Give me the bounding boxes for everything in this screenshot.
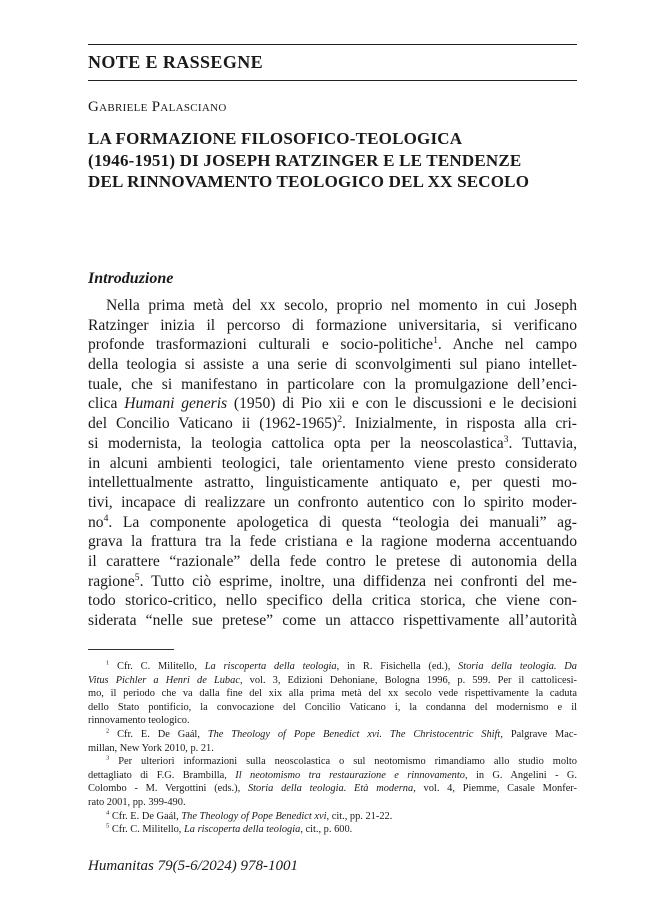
body-line: il carattere “razionale” della fede contro le pretese di autonomia della	[88, 552, 577, 570]
footnote-2: $^2$ Cfr. E. De Gaál, The Theology of Pope Benedict xvi. The Christocentric Shift, Palgrave Mac-	[106, 727, 577, 740]
body-line: Nella prima metà del xx secolo, proprio nel momento in cui Joseph	[106, 297, 577, 314]
body-line: grava la frattura tra la fede cristiana e la ragione moderna accentuando	[88, 533, 577, 551]
body-line: todo storico-critico, nello specifico della critica storica, che viene con-	[88, 592, 577, 610]
footnote-line: Colombo - M. Vergottini (eds.), Storia della teologia. Età moderna, vol. 4, Piemme, Casale Monfer-	[88, 783, 577, 795]
body-line: in alcuni ambienti teologici, tale orientamento viene presto considerato	[88, 454, 577, 472]
article-page	[88, 0, 577, 910]
body-line: della teologia si assiste a una serie di sconvolgimenti sul piano intellet-	[88, 356, 577, 374]
footnote-5: $^5$ Cfr. C. Militello, La riscoperta della teologia, cit., p. 600.	[106, 823, 353, 836]
body-line: $no^4$. La componente apologetica di questa “teologia dei manuali” ag-	[88, 512, 577, 531]
author-name: Gabriele Palasciano	[88, 99, 227, 115]
body-line: ragione$^5$. Tutto ciò esprime, inoltre, una diffidenza nei confronti del me-	[88, 571, 577, 590]
footnote-line: dello Stato pontificio, la convocazione del Concilio Vaticano i, la condanna del modernismo e il	[88, 701, 577, 713]
body-line: si modernista, la teologia cattolica opta per la neoscolastica$^3$. Tuttavia,	[88, 433, 577, 452]
footnote-ref[interactable]: 5	[134, 571, 140, 583]
footnote-separator	[88, 649, 174, 650]
title-line: (1946-1951) DI JOSEPH RATZINGER E LE TENDENZE	[88, 150, 522, 170]
footnote-line: Vitus Pichler a Henri de Lubac, vol. 3, Edizioni Dehoniane, Bologna 1996, p. 599. Per il cattolicesi-	[88, 674, 577, 686]
footnote-ref[interactable]: 2	[337, 414, 343, 425]
journal-citation: Humanitas 79(5-6/2024) 978-1001	[88, 858, 298, 874]
footnote-ref[interactable]: 4	[103, 512, 109, 524]
body-line: profonde trasformazioni culturali e socio-politiche$^1$. Anche nel campo	[88, 335, 577, 354]
body-line: Ratzinger inizia il percorso di formazione universitaria, si verificano	[88, 316, 577, 334]
section-title: NOTE E RASSEGNE	[88, 52, 264, 72]
footnote-3: $^3$ Per ulteriori informazioni sulla neoscolastica o sul neotomismo rimandiamo allo studio molto	[106, 755, 577, 768]
title-line: LA FORMAZIONE FILOSOFICO-TEOLOGICA	[88, 129, 463, 148]
footnote-ref[interactable]: 1	[433, 335, 438, 347]
header-rule-top	[88, 44, 577, 45]
body-line: siderata “nelle sue pretese” come un attacco rispettivamente all’autorità	[88, 612, 577, 629]
footnote-ref[interactable]: 3	[503, 433, 509, 445]
body-line: intellettualmente astratto, linguisticamente antiquato e, per questi mo-	[88, 474, 577, 492]
title-line: DEL RINNOVAMENTO TEOLOGICO DEL XX SECOLO	[88, 172, 530, 191]
footnote-1: $^1$ Cfr. C. Militello, La riscoperta della teologia, in R. Fisichella (ed.), Storia della teologia. Da	[106, 660, 577, 672]
footnote-4: $^4$ Cfr. E. De Gaál, The Theology of Pope Benedict xvi, cit., pp. 21-22.	[106, 809, 393, 822]
body-line: tivi, incapace di realizzare un confronto autentico con lo spirito moder-	[88, 493, 577, 511]
footnote-line: millan, New York 2010, p. 21.	[88, 742, 214, 754]
body-paragraph	[88, 296, 577, 631]
footnote-line: dettagliato di F.G. Brambilla, Il neotomismo tra restaurazione e rinnovamento, in G. Angelini - G.	[88, 769, 577, 781]
footnote-line: rinnovamento teologico.	[88, 715, 190, 727]
body-line: del Concilio Vaticano ii (1962-1965)$^2$. Inizialmente, in risposta alla cri-	[88, 414, 577, 433]
section-heading-introduzione: Introduzione	[88, 270, 174, 287]
body-line: tuale, che si manifestano in particolare con la promulgazione dell’enci-	[88, 375, 577, 393]
body-line: clica Humani generis (1950) di Pio xii e con le discussioni e le decisioni	[88, 395, 577, 413]
article-title	[88, 128, 577, 193]
footnote-line: rato 2001, pp. 399-490.	[88, 796, 186, 808]
footnotes	[88, 660, 577, 837]
footnote-line: mo, il periodo che va dalla fine del xix alla prima metà del xx secolo vede rispettivamente la caduta	[88, 688, 577, 700]
header-rule-bottom	[88, 80, 577, 81]
